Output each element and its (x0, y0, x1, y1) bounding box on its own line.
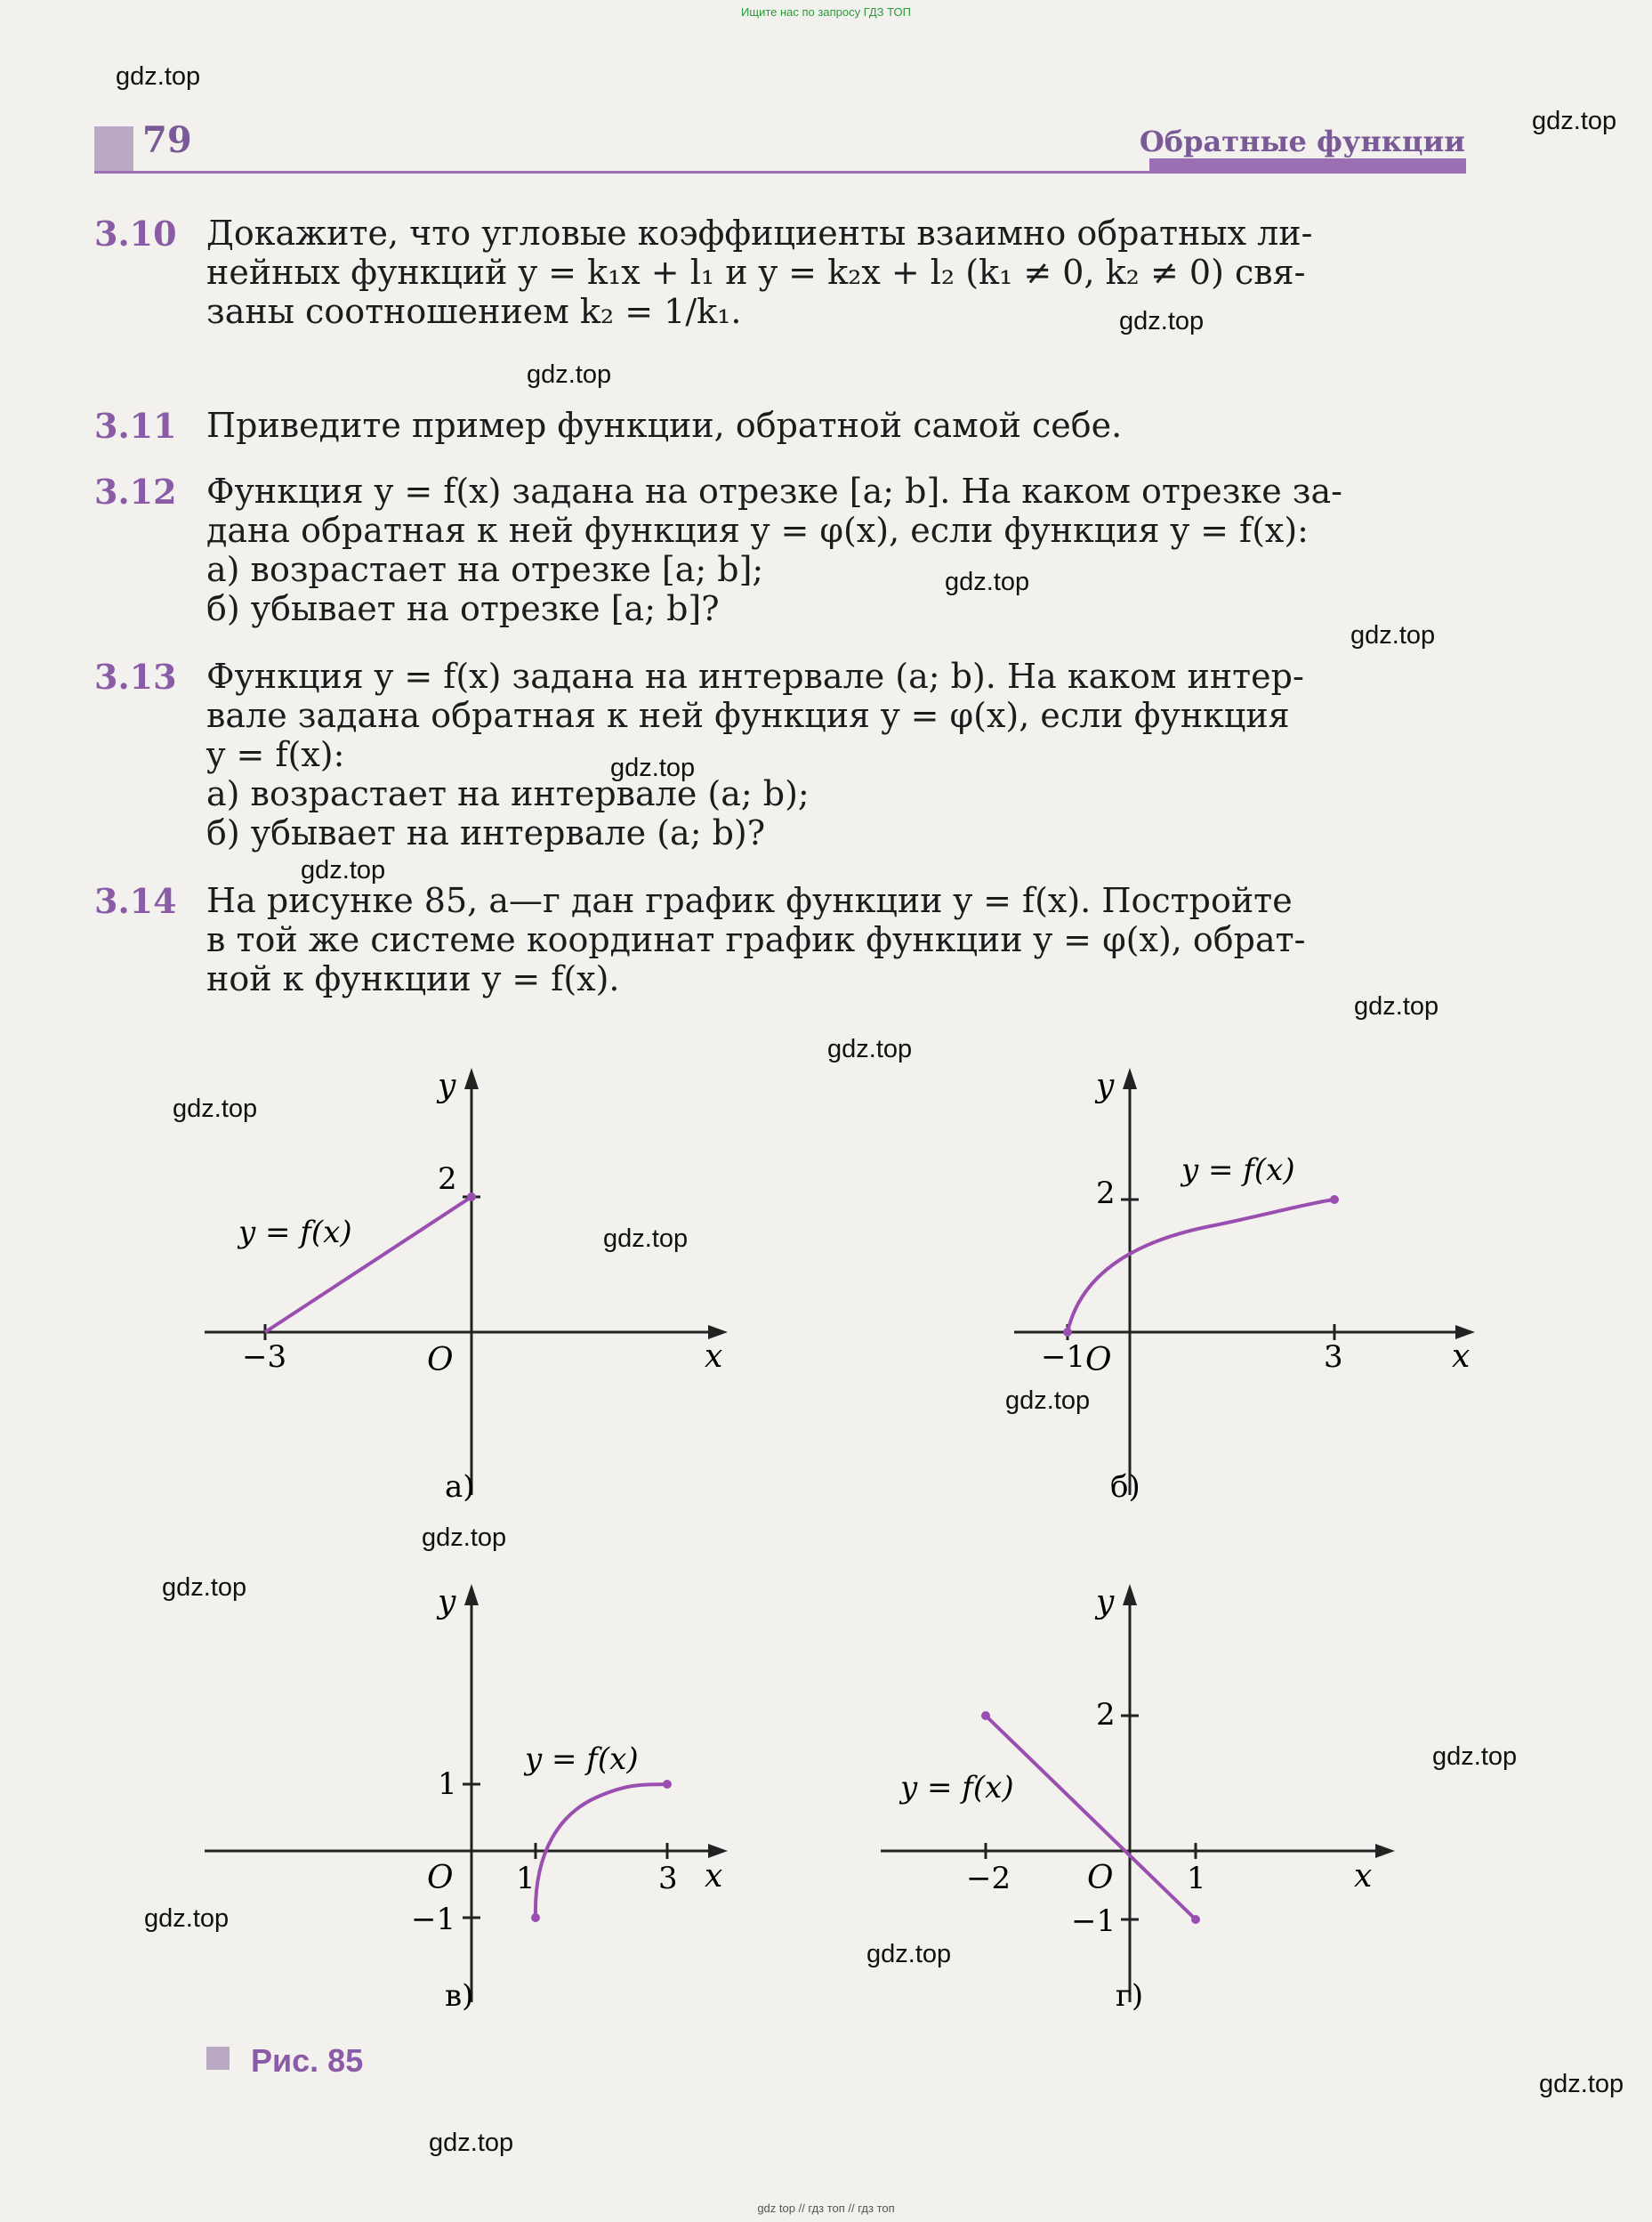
watermark: gdz.top (144, 1904, 230, 1933)
graph-label: г) (1116, 1978, 1144, 2014)
graph-c (178, 1575, 747, 2020)
problem-number: 3.10 (94, 214, 177, 254)
watermark: gdz.top (1539, 2070, 1624, 2098)
function-label: y = f(x) (900, 1770, 1014, 1806)
section-title: Обратные функции (1139, 125, 1465, 158)
watermark: gdz.top (1354, 992, 1439, 1021)
text-line: а) возрастает на отрезке [a; b]; (206, 550, 764, 589)
problem-text (206, 657, 1468, 852)
axis-label-x: x (705, 1858, 723, 1895)
watermark: gdz.top (429, 2129, 514, 2157)
text-line: Функция y = f(x) задана на отрезке [a; b]. На каком отрезке за- (206, 472, 1342, 511)
tick-label: 2 (438, 1161, 457, 1197)
watermark: gdz.top (116, 62, 201, 91)
watermark: gdz.top (1532, 107, 1617, 135)
origin-label: O (1085, 1342, 1112, 1378)
text-line: вале задана обратная к ней функция y = φ(x), если функция (206, 696, 1290, 735)
text-line: в той же системе координат график функции y = φ(x), обрат- (206, 920, 1306, 959)
header-rule (94, 171, 1466, 174)
problem-text (206, 472, 1468, 628)
text-line: заны соотношением k₂ = 1/k₁. (206, 292, 742, 331)
text-line: Докажите, что угловые коэффициенты взаимно обратных ли- (206, 214, 1313, 253)
text-line: На рисунке 85, а—г дан график функции y = f(x). Постройте (206, 881, 1293, 920)
axis-label-y: y (1096, 1584, 1115, 1620)
tick-label: −3 (242, 1339, 287, 1375)
axis-label-x: x (1452, 1338, 1471, 1375)
watermark: gdz.top (1119, 307, 1205, 335)
text-line: ной к функции y = f(x). (206, 959, 620, 998)
problem-number: 3.14 (94, 881, 177, 921)
watermark: gdz.top (527, 360, 612, 389)
watermark: gdz.top (827, 1035, 913, 1063)
tick-label: −1 (411, 1902, 456, 1937)
axis-label-y: y (1096, 1068, 1115, 1104)
tick-label: −2 (966, 1861, 1011, 1896)
text-line: б) убывает на отрезке [a; b]? (206, 589, 720, 628)
tick-label: −1 (1071, 1903, 1116, 1939)
watermark: gdz.top (1350, 621, 1436, 650)
bottom-note: gdz top // гдз топ // гдз топ (757, 2202, 895, 2215)
watermark: gdz.top (603, 1224, 689, 1253)
axis-label-y: y (438, 1584, 456, 1620)
problem-text (206, 214, 1468, 331)
function-label: y = f(x) (238, 1215, 352, 1250)
function-label: y = f(x) (1181, 1152, 1295, 1188)
graph-label: а) (445, 1469, 475, 1505)
figure-caption: Рис. 85 (251, 2042, 364, 2079)
graph-b (943, 1059, 1495, 1522)
tick-label: 2 (1096, 1697, 1116, 1733)
text-line: нейных функций y = k₁x + l₁ и y = k₂x + l₂ (k₁ ≠ 0, k₂ ≠ 0) свя- (206, 253, 1306, 292)
text-line: дана обратная к ней функция y = φ(x), если функция y = f(x): (206, 511, 1309, 550)
tick-label: 1 (1187, 1861, 1206, 1896)
watermark: gdz.top (945, 568, 1030, 596)
problem-number: 3.12 (94, 472, 177, 512)
problem-text (206, 406, 1468, 445)
watermark: gdz.top (301, 856, 386, 885)
function-label: y = f(x) (525, 1741, 639, 1777)
axis-label-x: x (1354, 1858, 1373, 1895)
watermark: gdz.top (1432, 1742, 1518, 1771)
problem-number: 3.11 (94, 406, 177, 446)
tick-label: 3 (1324, 1339, 1343, 1375)
watermark: gdz.top (610, 754, 696, 782)
text-line: а) возрастает на интервале (a; b); (206, 774, 810, 813)
graph-label: в) (445, 1978, 474, 2014)
tick-label: 1 (438, 1766, 457, 1802)
origin-label: O (427, 1860, 454, 1896)
text-line: y = f(x): (206, 735, 345, 774)
graph-a (178, 1059, 747, 1522)
watermark: gdz.top (422, 1523, 507, 1552)
axis-label-x: x (705, 1338, 723, 1375)
problem-number: 3.13 (94, 657, 177, 697)
watermark: gdz.top (866, 1940, 952, 1968)
problem-text (206, 881, 1468, 998)
top-note: Ищите нас по запросу ГДЗ ТОП (741, 5, 911, 19)
axis-label-y: y (438, 1068, 456, 1104)
watermark: gdz.top (162, 1573, 247, 1602)
tick-label: 2 (1096, 1176, 1116, 1211)
tick-label: −1 (1041, 1339, 1086, 1375)
origin-label: O (427, 1342, 454, 1378)
page-marker (94, 126, 133, 171)
page-number: 79 (142, 119, 192, 161)
graph-label: б) (1110, 1469, 1140, 1505)
origin-label: O (1087, 1860, 1114, 1896)
tick-label: 1 (516, 1861, 536, 1896)
text-line: б) убывает на интервале (a; b)? (206, 813, 766, 852)
watermark: gdz.top (1005, 1386, 1091, 1415)
tick-label: 3 (658, 1861, 678, 1896)
watermark: gdz.top (173, 1095, 258, 1123)
text-line: Приведите пример функции, обратной самой себе. (206, 406, 1123, 445)
caption-marker (206, 2047, 230, 2070)
graph-d (854, 1575, 1477, 2020)
text-line: Функция y = f(x) задана на интервале (a; b). На каком интер- (206, 657, 1304, 696)
